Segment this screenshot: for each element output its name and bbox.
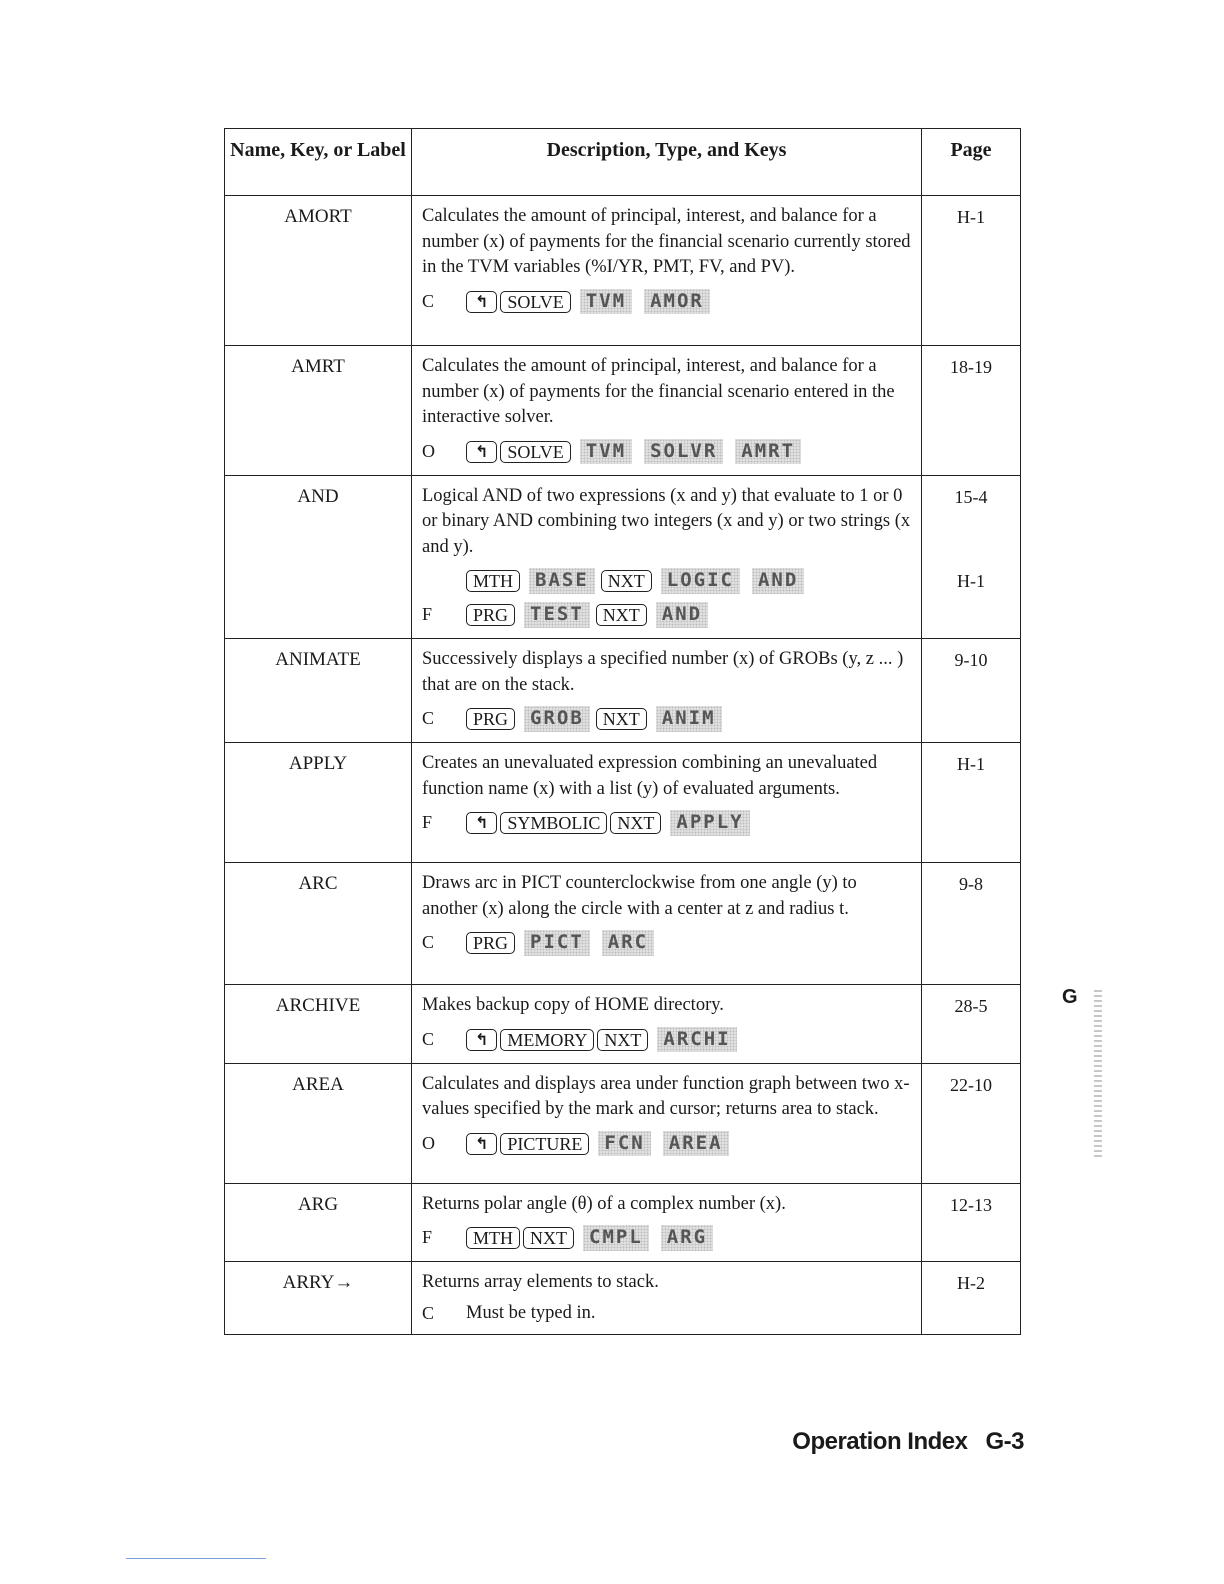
row-name: AMORT (225, 196, 412, 346)
row-desc (412, 985, 922, 1064)
header-page: Page (922, 129, 1021, 196)
keystroke-line (422, 598, 911, 632)
row-name: AND (225, 475, 412, 639)
table-row (225, 639, 1021, 743)
table-row (225, 346, 1021, 476)
mth-key: MTH (466, 1227, 520, 1249)
typed-in-note: Must be typed in. (466, 1302, 596, 1323)
bottom-rule (126, 1558, 266, 1559)
table-row (225, 1063, 1021, 1183)
description-text: Creates an unevaluated expression combining an unevaluated function name (x) with a list (y) of evaluated arguments. (422, 753, 878, 799)
amor-softkey: AMOR (644, 289, 710, 315)
fcn-softkey: FCN (598, 1131, 650, 1157)
keystroke-line (422, 926, 911, 960)
arg-softkey: ARG (661, 1225, 713, 1251)
keystroke-line (422, 1300, 911, 1328)
left-shift-key: ↰ (466, 291, 497, 313)
type-code: F (422, 604, 433, 625)
row-page: H-1 (922, 743, 1021, 863)
type-code: C (422, 1028, 435, 1049)
and-softkey: AND (752, 568, 804, 594)
mth-key: MTH (466, 570, 520, 592)
type-code: C (422, 290, 435, 311)
type-code: O (422, 440, 435, 461)
logic-softkey: LOGIC (661, 568, 740, 594)
row-page: 28-5 (922, 985, 1021, 1064)
area-softkey: AREA (663, 1131, 729, 1157)
grob-softkey: GROB (524, 706, 590, 732)
keystroke-line (422, 1221, 911, 1255)
header-desc: Description, Type, and Keys (412, 129, 922, 196)
row-name: ARCHIVE (225, 985, 412, 1064)
row-page: 9-10 (922, 639, 1021, 743)
row-desc (412, 639, 922, 743)
operation-index-table (224, 128, 1021, 1335)
type-code: F (422, 1227, 433, 1248)
row-name: ANIMATE (225, 639, 412, 743)
thumb-index-strip (1094, 990, 1102, 1160)
row-page: 12-13 (922, 1183, 1021, 1262)
prg-key: PRG (466, 932, 515, 954)
row-name: AREA (225, 1063, 412, 1183)
table-row (225, 985, 1021, 1064)
row-page: 22-10 (922, 1063, 1021, 1183)
row-page (922, 475, 1021, 639)
left-shift-key: ↰ (466, 1029, 497, 1051)
picture-key: PICTURE (500, 1133, 589, 1155)
footer-page-number: G-3 (985, 1428, 1024, 1455)
row-page: 18-19 (922, 346, 1021, 476)
row-desc (412, 1063, 922, 1183)
table-row (225, 1262, 1021, 1335)
description-text: Calculates and displays area under function graph between two x-values specified by the mark and cursor; returns area to stack. (422, 1073, 910, 1119)
row-desc (412, 743, 922, 863)
solve-key: SOLVE (500, 291, 570, 313)
type-code: C (422, 708, 435, 729)
keystroke-line (422, 435, 911, 469)
row-desc (412, 1183, 922, 1262)
left-shift-key: ↰ (466, 812, 497, 834)
nxt-key: NXT (610, 812, 661, 834)
row-desc (412, 863, 922, 985)
nxt-key: NXT (523, 1227, 574, 1249)
cmpl-softkey: CMPL (583, 1225, 649, 1251)
type-code: F (422, 812, 433, 833)
row-desc (412, 1262, 922, 1335)
left-shift-key: ↰ (466, 441, 497, 463)
left-shift-key: ↰ (466, 1133, 497, 1155)
and-softkey: AND (656, 602, 708, 628)
solvr-softkey: SOLVR (644, 439, 723, 465)
keystroke-line (422, 564, 911, 598)
keystroke-line (422, 806, 911, 840)
tvm-softkey: TVM (580, 289, 632, 315)
keystroke-line (422, 1127, 911, 1161)
description-text: Successively displays a specified number (x) of GROBs (y, z ... ) that are on the stack. (422, 649, 904, 695)
table-row (225, 1183, 1021, 1262)
pict-softkey: PICT (524, 930, 590, 956)
page-footer (792, 1428, 1024, 1456)
nxt-key: NXT (596, 604, 647, 626)
nxt-key: NXT (601, 570, 652, 592)
solve-key: SOLVE (500, 441, 570, 463)
page-ref: 15-4 (954, 486, 988, 507)
table-header-row (225, 129, 1021, 196)
row-name: AMRT (225, 346, 412, 476)
apply-softkey: APPLY (670, 810, 749, 836)
keystroke-line (422, 285, 911, 319)
table-row (225, 863, 1021, 985)
tvm-softkey: TVM (580, 439, 632, 465)
type-code: O (422, 1132, 435, 1153)
description-text: Returns polar angle (θ) of a complex number (x). (422, 1193, 786, 1214)
row-page: 9-8 (922, 863, 1021, 985)
nxt-key: NXT (596, 708, 647, 730)
symbolic-key: SYMBOLIC (500, 812, 607, 834)
row-desc (412, 196, 922, 346)
table-row (225, 743, 1021, 863)
arc-softkey: ARC (602, 930, 654, 956)
row-name: ARRY→ (225, 1262, 412, 1335)
prg-key: PRG (466, 708, 515, 730)
type-code: C (422, 932, 435, 953)
row-desc (412, 346, 922, 476)
description-text: Returns array elements to stack. (422, 1272, 659, 1292)
keystroke-line (422, 702, 911, 736)
row-name: ARC (225, 863, 412, 985)
row-name: APPLY (225, 743, 412, 863)
description-text: Logical AND of two expressions (x and y) that evaluate to 1 or 0 or binary AND combining two integers (x and y) or two strings (x and y). (422, 485, 911, 557)
header-name: Name, Key, or Label (225, 129, 412, 196)
footer-title: Operation Index (792, 1428, 968, 1455)
keystroke-line (422, 1023, 911, 1057)
row-page: H-2 (922, 1262, 1021, 1335)
page-ref-2: H-1 (957, 570, 985, 591)
description-text: Calculates the amount of principal, interest, and balance for a number (x) of payments for the financial scenario currently stored in the TVM variables (%I/YR, PMT, FV, and PV). (422, 206, 911, 277)
nxt-key: NXT (597, 1029, 648, 1051)
table-row (225, 475, 1021, 639)
anim-softkey: ANIM (656, 706, 722, 732)
description-text: Makes backup copy of HOME directory. (422, 995, 724, 1015)
row-name: ARG (225, 1183, 412, 1262)
table-row (225, 196, 1021, 346)
memory-key: MEMORY (500, 1029, 594, 1051)
row-page: H-1 (922, 196, 1021, 346)
description-text: Calculates the amount of principal, interest, and balance for a number (x) of payments for the financial scenario entered in the interactive solver. (422, 356, 895, 427)
test-softkey: TEST (524, 602, 590, 628)
description-text: Draws arc in PICT counterclockwise from one angle (y) to another (x) along the circle with a center at z and radius t. (422, 873, 857, 919)
base-softkey: BASE (529, 568, 595, 594)
section-tab-letter: G (1062, 986, 1078, 1008)
archi-softkey: ARCHI (657, 1027, 736, 1053)
row-desc (412, 475, 922, 639)
prg-key: PRG (466, 604, 515, 626)
amrt-softkey: AMRT (735, 439, 801, 465)
type-code: C (422, 1302, 435, 1323)
